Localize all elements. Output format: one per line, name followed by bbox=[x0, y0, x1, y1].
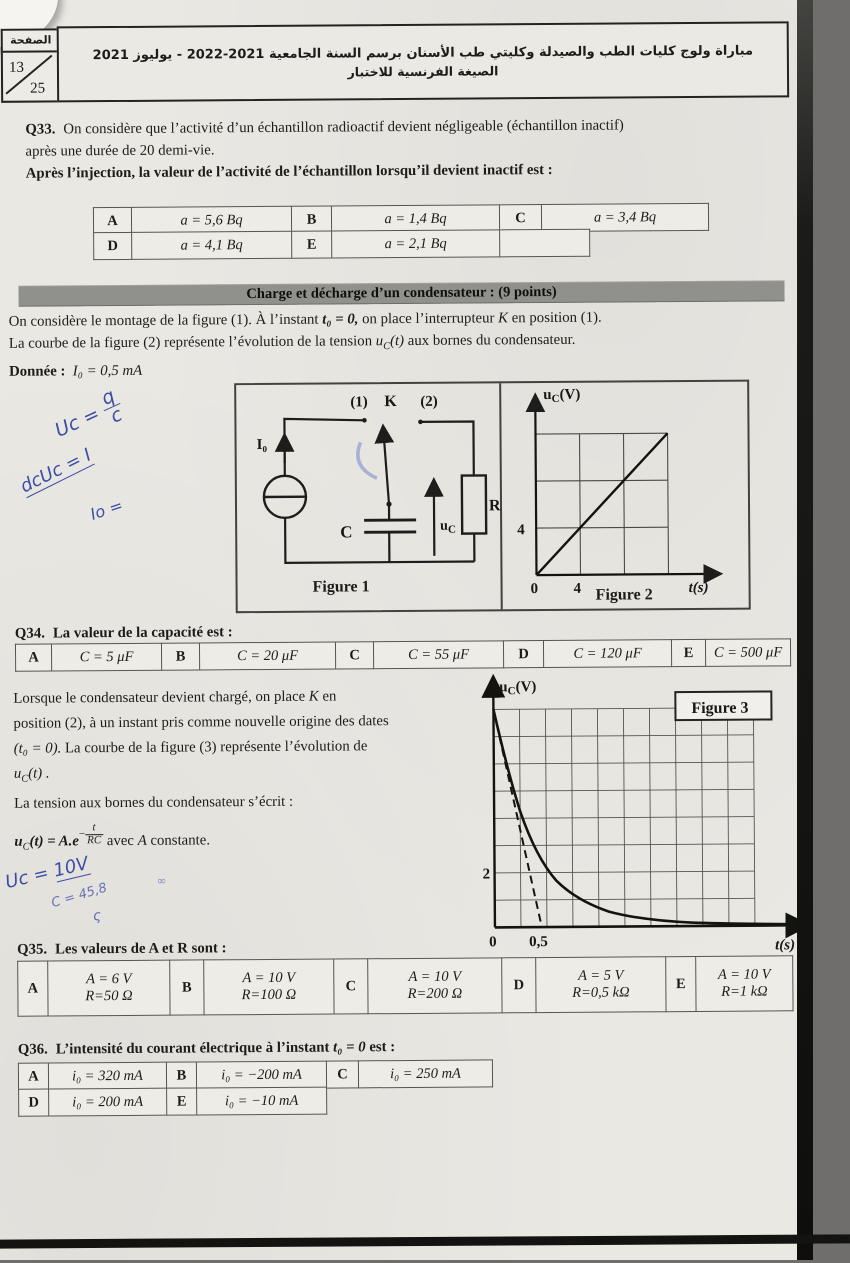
switch-lever bbox=[383, 432, 389, 504]
option-value: i₀ = 320 mA bbox=[48, 1062, 166, 1090]
figure2-x-axis bbox=[536, 574, 714, 575]
figure2-y-label: $u_C(V)$ bbox=[543, 387, 580, 405]
option-letter: A bbox=[18, 1063, 48, 1090]
hw-uc-equation: Uc = q c bbox=[48, 385, 128, 450]
option-letter: C bbox=[326, 1061, 358, 1088]
page-word-label: الصفحة bbox=[3, 30, 59, 52]
q34-label: Q34. bbox=[15, 626, 45, 642]
option-letter: B bbox=[291, 206, 331, 233]
contact-1-dot bbox=[362, 418, 367, 423]
figure2-x-tick: 4 bbox=[574, 581, 582, 597]
option-value: A = 6 V R=50 Ω bbox=[48, 960, 170, 1016]
option-letter: E bbox=[671, 639, 705, 666]
q33-line2: après une durée de 20 demi-vie. bbox=[25, 135, 781, 162]
option-letter: C bbox=[334, 959, 368, 1014]
option-letter: A bbox=[93, 207, 131, 234]
option-value: i₀ = −200 mA bbox=[196, 1061, 326, 1089]
option-value: i₀ = −10 mA bbox=[197, 1087, 327, 1115]
option-letter: A bbox=[18, 961, 48, 1016]
position-2-label: (2) bbox=[420, 394, 438, 410]
position-1-label: (1) bbox=[350, 394, 368, 410]
option-value: a = 4,1 Bq bbox=[132, 231, 292, 259]
figure2-graph bbox=[501, 382, 748, 586]
q33-line1: Q33. On considère que l’activité d’un échantillon radioactif devient négligeable (échantillon inactif) bbox=[25, 113, 781, 140]
resistor-symbol bbox=[462, 475, 486, 533]
uc-label: $u_C$ bbox=[440, 519, 456, 536]
exam-header bbox=[57, 21, 790, 102]
option-value: C = 20 μF bbox=[199, 642, 335, 670]
option-value: A = 5 V R=0,5 kΩ bbox=[536, 957, 666, 1013]
uc-formula: $u_C(t) = A.e-$ $\frac{t}{RC}$ avec A constante. bbox=[14, 819, 480, 859]
header-line-1: مباراة ولوج كليات الطب والصيدلة وكليتي طب الأسنان برسم السنة الجامعية 2021-2022 - يوليوز 2021 bbox=[59, 41, 787, 65]
q36-title: Q36. L’intensité du courant électrique à l’instant t₀ = 0 est : bbox=[18, 1036, 396, 1061]
figure3-x-label: t(s) bbox=[775, 937, 795, 953]
option-letter: D bbox=[94, 232, 132, 259]
figure3-grid bbox=[493, 708, 755, 928]
page-total: 25 bbox=[30, 81, 45, 97]
option-letter: E bbox=[666, 956, 696, 1011]
option-value: a = 3,4 Bq bbox=[541, 203, 708, 231]
page-number-box bbox=[1, 28, 62, 102]
hw-i0-equation: Io = bbox=[88, 495, 125, 523]
header-line-2: الصيغة الفرنسية للاختبار bbox=[59, 60, 787, 83]
q33-question: Après l’injection, la valeur de l’activité de l’échantillon lorsqu’il devient inactif est : bbox=[26, 157, 782, 184]
option-value: A = 10 V R=200 Ω bbox=[368, 958, 502, 1014]
option-value: C = 55 μF bbox=[373, 641, 503, 669]
q36-label: Q36. bbox=[18, 1042, 48, 1058]
option-value: a = 5,6 Bq bbox=[131, 206, 291, 234]
fig3-line1: Lorsque le condensateur devient chargé, on place K en bbox=[13, 683, 479, 711]
figure3-x-axis bbox=[495, 925, 801, 927]
option-letter: D bbox=[19, 1089, 49, 1116]
option-letter: C bbox=[335, 642, 373, 669]
exponent: − $\frac{t}{RC}$ bbox=[79, 822, 103, 847]
handwritten-note-1 bbox=[13, 391, 224, 532]
empty-cell bbox=[500, 229, 590, 257]
q33-label: Q33. bbox=[25, 121, 55, 137]
figure3-origin: 0 bbox=[489, 934, 497, 950]
figure1-caption: Figure 1 bbox=[313, 578, 370, 596]
fig3-line5: La tension aux bornes du condensateur s’écrit : bbox=[14, 788, 480, 816]
option-value: C = 500 μF bbox=[705, 639, 790, 667]
figure3-graph bbox=[479, 673, 813, 955]
hw-uc-value: Uc = 10V bbox=[3, 853, 90, 893]
figure1-circuit-diagram bbox=[236, 383, 500, 581]
pen-mark bbox=[358, 442, 377, 478]
hw-derivative-equation: dcUc = I bbox=[17, 445, 95, 498]
top-left-wire bbox=[284, 418, 364, 476]
q35-label: Q35. bbox=[17, 942, 47, 958]
handwritten-note-2 bbox=[4, 851, 205, 932]
option-value: a = 2,1 Bq bbox=[332, 230, 500, 258]
top-right-wire bbox=[420, 422, 473, 476]
hw-c-value: C = 45,8 bbox=[50, 881, 109, 912]
option-value: i₀ = 200 mA bbox=[49, 1088, 167, 1116]
scan-right-edge bbox=[797, 0, 813, 1260]
option-letter: B bbox=[161, 643, 199, 670]
option-value: C = 5 μF bbox=[51, 643, 161, 671]
hw-squiggle: ς bbox=[92, 908, 102, 925]
fig3-line2: position (2), à un instant pris comme nouvelle origine des dates bbox=[13, 708, 479, 736]
donnee-line: Donnée : I₀ = 0,5 mA bbox=[9, 355, 789, 382]
fig3-line3: (t₀ = 0). La courbe de la figure (3) représente l’évolution de bbox=[14, 733, 480, 761]
figure3-x-tick: 0,5 bbox=[529, 934, 548, 950]
option-letter: E bbox=[167, 1088, 197, 1115]
intro-line2: La courbe de la figure (2) représente l’évolution de la tension $u_C(t)$ aux bornes du condensateur. bbox=[9, 327, 789, 360]
q36-options-row2 bbox=[18, 1087, 327, 1117]
option-value: A = 10 V R=1 kΩ bbox=[696, 956, 793, 1012]
section-intro bbox=[9, 305, 789, 382]
option-value: C = 120 μF bbox=[543, 640, 671, 668]
q33-options-row2 bbox=[93, 229, 590, 260]
figure3-caption: Figure 3 bbox=[691, 700, 748, 717]
option-letter: A bbox=[15, 644, 51, 671]
figure2-x-label: t(s) bbox=[689, 580, 709, 596]
q34-options-table bbox=[15, 638, 791, 671]
option-letter: D bbox=[503, 641, 543, 668]
hw-infinity-mark: ∞ bbox=[157, 874, 167, 888]
capacitor-label: C bbox=[340, 522, 352, 541]
figure3-y-label: $u_C(V)$ bbox=[499, 679, 536, 697]
option-letter: D bbox=[502, 958, 536, 1013]
option-letter: B bbox=[166, 1062, 196, 1089]
q36-options-row1 bbox=[18, 1059, 493, 1090]
figure3-y-tick: 2 bbox=[483, 866, 491, 882]
q33-block bbox=[25, 113, 781, 184]
page-number-diagonal-cell bbox=[3, 52, 55, 96]
switch-k-label: K bbox=[384, 393, 397, 410]
intro-line1: On considère le montage de la figure (1). À l’instant t₀ = 0, on place l’interrupteur K en position (1). bbox=[9, 305, 789, 332]
option-letter: C bbox=[499, 205, 541, 232]
section-title: Charge et décharge d’un condensateur : (9 points) bbox=[246, 284, 556, 302]
option-letter: B bbox=[170, 960, 204, 1015]
page-number: 13 bbox=[9, 60, 24, 76]
i0-label: I₀ bbox=[257, 437, 268, 453]
figures-1-2-panel bbox=[234, 380, 751, 614]
fig3-line4: $u_C(t)$ . bbox=[14, 758, 480, 791]
figure2-caption: Figure 2 bbox=[596, 586, 653, 604]
q34-title: Q34. La valeur de la capacité est : bbox=[15, 621, 233, 645]
fig3-paragraph bbox=[13, 683, 480, 859]
option-value: i₀ = 250 mA bbox=[358, 1060, 492, 1088]
figure2-line-series bbox=[536, 433, 669, 575]
figure2-origin: 0 bbox=[531, 581, 539, 597]
resistor-label: R bbox=[489, 497, 501, 514]
figure2-y-tick: 4 bbox=[517, 522, 525, 538]
figure2-y-axis bbox=[535, 401, 536, 575]
section-title-bar bbox=[18, 280, 784, 306]
q35-options-table bbox=[17, 955, 793, 1016]
option-letter: E bbox=[292, 231, 332, 258]
q35-title: Q35. Les valeurs de A et R sont : bbox=[17, 937, 227, 960]
option-value: a = 1,4 Bq bbox=[331, 205, 499, 233]
option-value: A = 10 V R=100 Ω bbox=[204, 959, 334, 1015]
